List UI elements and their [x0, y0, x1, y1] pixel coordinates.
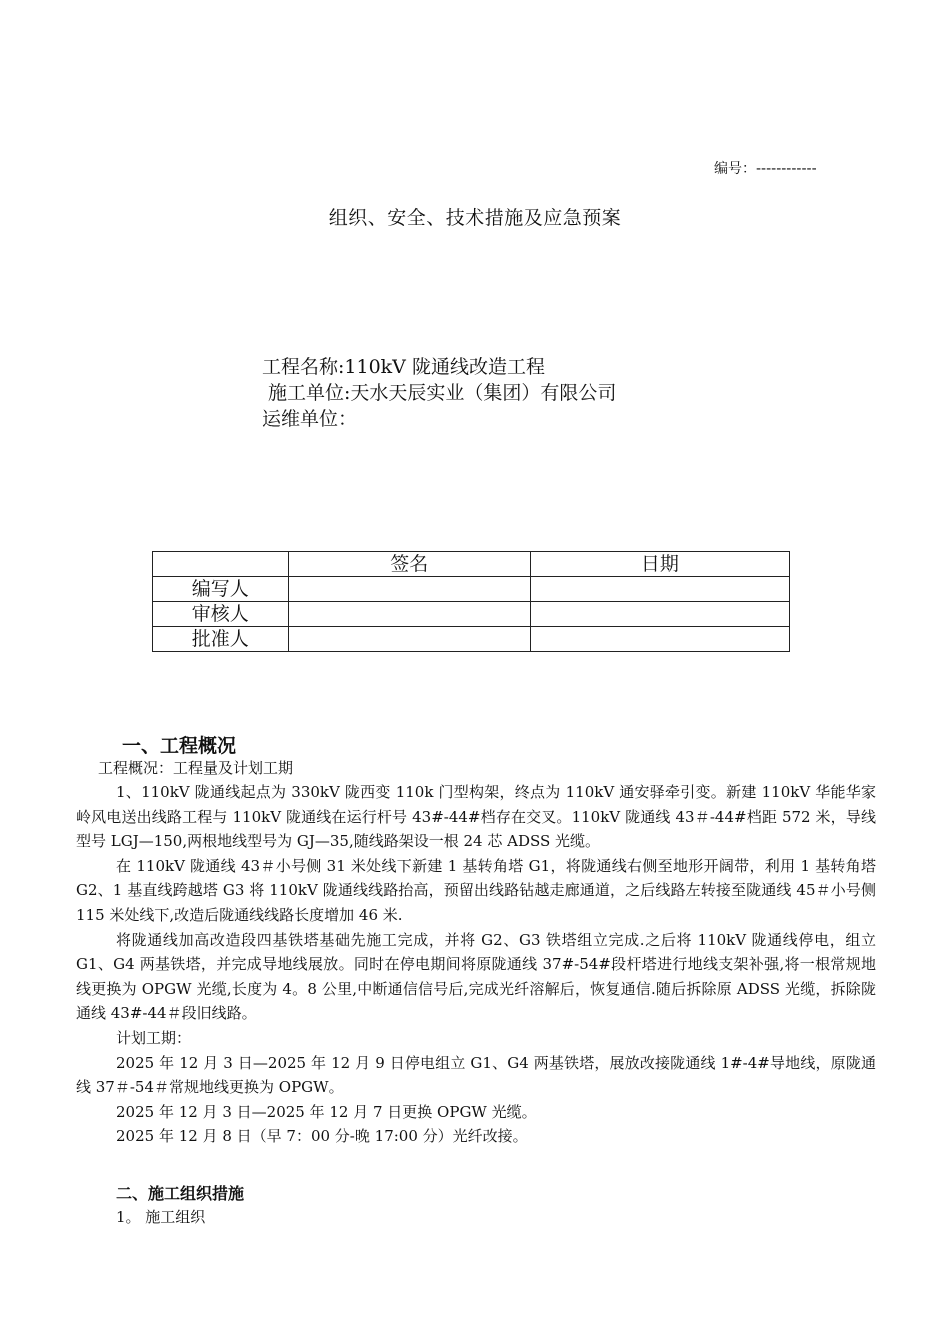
project-name: 工程名称:110kV 陇通线改造工程 — [262, 356, 545, 378]
paragraph: 2025 年 12 月 3 日—2025 年 12 月 9 日停电组立 G1、G4 两基铁塔，展放改接陇通线 1#-4#导地线，原陇通线 37＃-54＃常规地线更换为 OPGW。 — [76, 1053, 876, 1097]
date-cell — [530, 577, 789, 602]
role-cell: 审核人 — [153, 602, 289, 627]
section-heading: 一、工程概况 — [122, 735, 237, 757]
table-header-cell: 日期 — [530, 552, 789, 577]
operation-unit: 运维单位： — [262, 408, 358, 430]
role-cell: 编写人 — [153, 577, 289, 602]
overview-label: 工程概况：工程量及计划工期 — [98, 759, 294, 777]
table-row — [153, 577, 790, 602]
document-title: 组织、安全、技术措施及应急预案 — [328, 207, 622, 229]
signature-cell — [288, 627, 530, 652]
body-text — [76, 780, 876, 1149]
table-header-cell: 签名 — [288, 552, 530, 577]
table-row — [153, 627, 790, 652]
role-cell: 批准人 — [153, 627, 289, 652]
paragraph: 2025 年 12 月 8 日（早 7：00 分-晚 17:00 分）光纤改接。 — [116, 1127, 528, 1146]
paragraph: 1、110kV 陇通线起点为 330kV 陇西变 110k 门型构架，终点为 110kV 通安驿牵引变。新建 110kV 华能华家岭风电送出线路工程与 110kV 陇通线在运行杆号 43#-44#档存在交叉。110kV 陇通线 43＃-44#档距 572 米，导线型号 LGJ—150,两根地线型号为 GJ—35,随线路架设一根 24 芯 ADSS 光缆。 — [76, 783, 876, 851]
table-row — [153, 602, 790, 627]
paragraph: 在 110kV 陇通线 43＃小号侧 31 米处线下新建 1 基转角塔 G1，将陇通线右侧至地形开阔带，利用 1 基转角塔 G2、1 基直线跨越塔 G3 将 110kV 陇通线线路抬高，预留出线路钻越走廊通道，之后线路左转接至陇通线 45＃小号侧 115 米处线下,改造后陇通线线路长度增加 46 米. — [76, 856, 876, 924]
construction-unit: 施工单位:天水天辰实业（集团）有限公司 — [268, 382, 617, 404]
table-header-row — [153, 552, 790, 577]
signature-table — [152, 551, 790, 652]
date-cell — [530, 602, 789, 627]
paragraph: 将陇通线加高改造段四基铁塔基础先施工完成，并将 G2、G3 铁塔组立完成.之后将 110kV 陇通线停电，组立 G1、G4 两基铁塔，并完成导地线展放。同时在停电期间将原陇通线 37#-54#段杆塔进行地线支架补强,将一根常规地线更换为 OPGW 光缆,长度为 4。8 公里,中断通信信号后,完成光纤溶解后，恢复通信.随后拆除原 ADSS 光缆，拆除陇通线 43#-44＃段旧线路。 — [76, 930, 876, 1023]
section-heading: 二、施工组织措施 — [116, 1184, 245, 1203]
date-cell — [530, 627, 789, 652]
paragraph: 2025 年 12 月 3 日—2025 年 12 月 7 日更换 OPGW 光缆。 — [116, 1102, 537, 1121]
document-number: 编号：------------ — [714, 161, 817, 177]
signature-cell — [288, 577, 530, 602]
table-header-cell — [153, 552, 289, 577]
subsection-heading: 1。 施工组织 — [116, 1208, 206, 1226]
signature-cell — [288, 602, 530, 627]
paragraph: 计划工期： — [116, 1028, 192, 1047]
